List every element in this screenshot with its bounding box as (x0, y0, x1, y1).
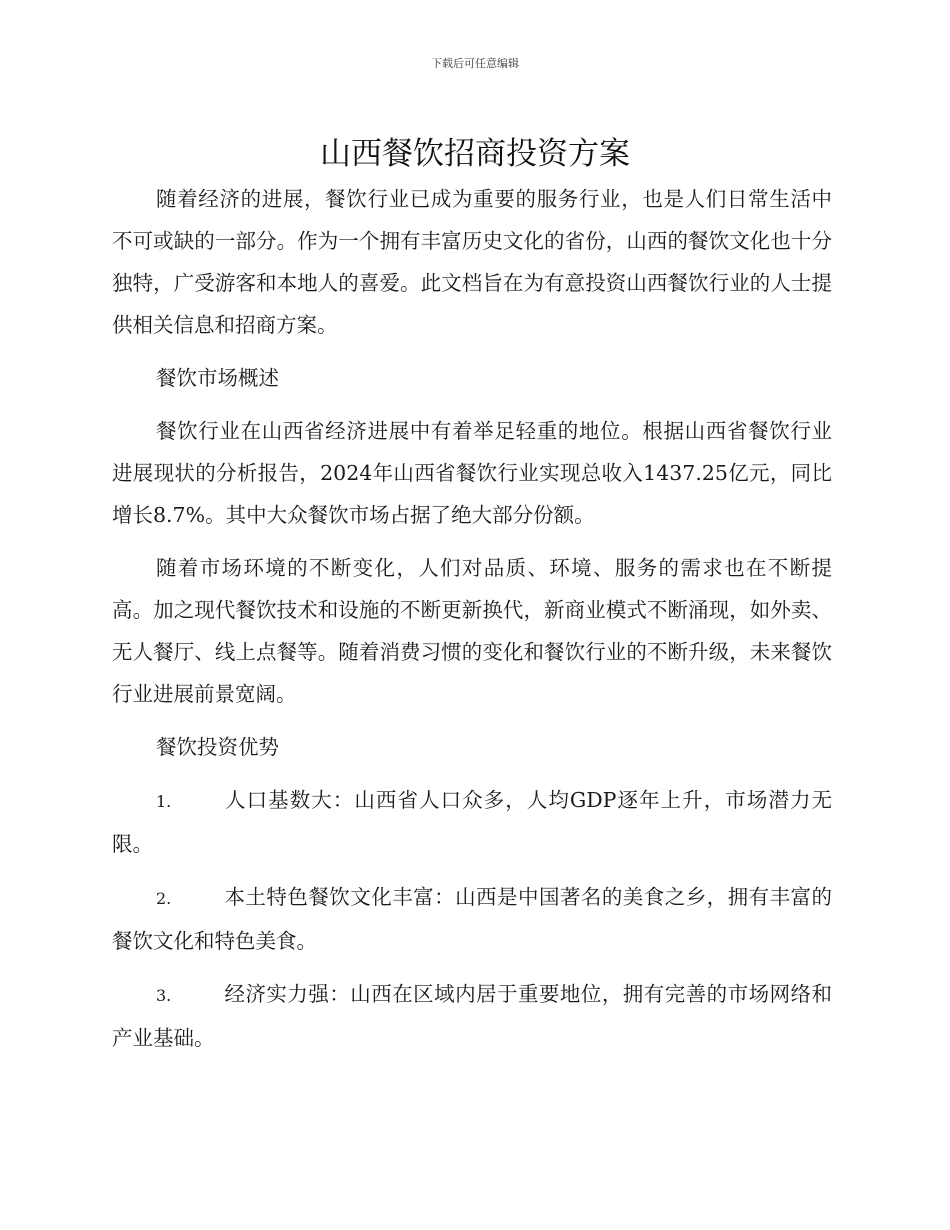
list-item-number: 3. (156, 986, 172, 1005)
list-item-text: 经济实力强：山西在区域内居于重要地位，拥有完善的市场网络和产业基础。 (112, 982, 832, 1050)
list-item (112, 779, 832, 865)
list-item (112, 973, 832, 1059)
list-item-number: 2. (156, 889, 172, 908)
list-item-text: 人口基数大：山西省人口众多，人均GDP逐年上升，市场潜力无限。 (112, 788, 832, 856)
header-note: 下载后可任意编辑 (431, 57, 519, 70)
market-paragraph-1: 餐饮行业在山西省经济进展中有着举足轻重的地位。根据山西省餐饮行业进展现状的分析报告，2024年山西省餐饮行业实现总收入1437.25亿元，同比增长8.7%。其中大众餐饮市场占据了绝大部分份额。 (112, 419, 832, 527)
list-item-text: 本土特色餐饮文化丰富：山西是中国著名的美食之乡，拥有丰富的餐饮文化和特色美食。 (112, 885, 832, 953)
market-paragraph-2: 随着市场环境的不断变化，人们对品质、环境、服务的需求也在不断提高。加之现代餐饮技术和设施的不断更新换代，新商业模式不断涌现，如外卖、无人餐厅、线上点餐等。随着消费习惯的变化和餐饮行业的不断升级，未来餐饮行业进展前景宽阔。 (112, 556, 832, 706)
document-title: 山西餐饮招商投资方案 (320, 136, 630, 172)
list-item-number: 1. (156, 792, 172, 811)
list-item (112, 876, 832, 962)
section-heading-market-overview: 餐饮市场概述 (156, 366, 279, 390)
document-body (112, 178, 832, 1070)
section-heading-investment-advantages: 餐饮投资优势 (156, 735, 279, 759)
intro-paragraph: 随着经济的进展，餐饮行业已成为重要的服务行业，也是人们日常生活中不可或缺的一部分。作为一个拥有丰富历史文化的省份，山西的餐饮文化也十分独特，广受游客和本地人的喜爱。此文档旨在为有意投资山西餐饮行业的人士提供相关信息和招商方案。 (112, 187, 832, 337)
